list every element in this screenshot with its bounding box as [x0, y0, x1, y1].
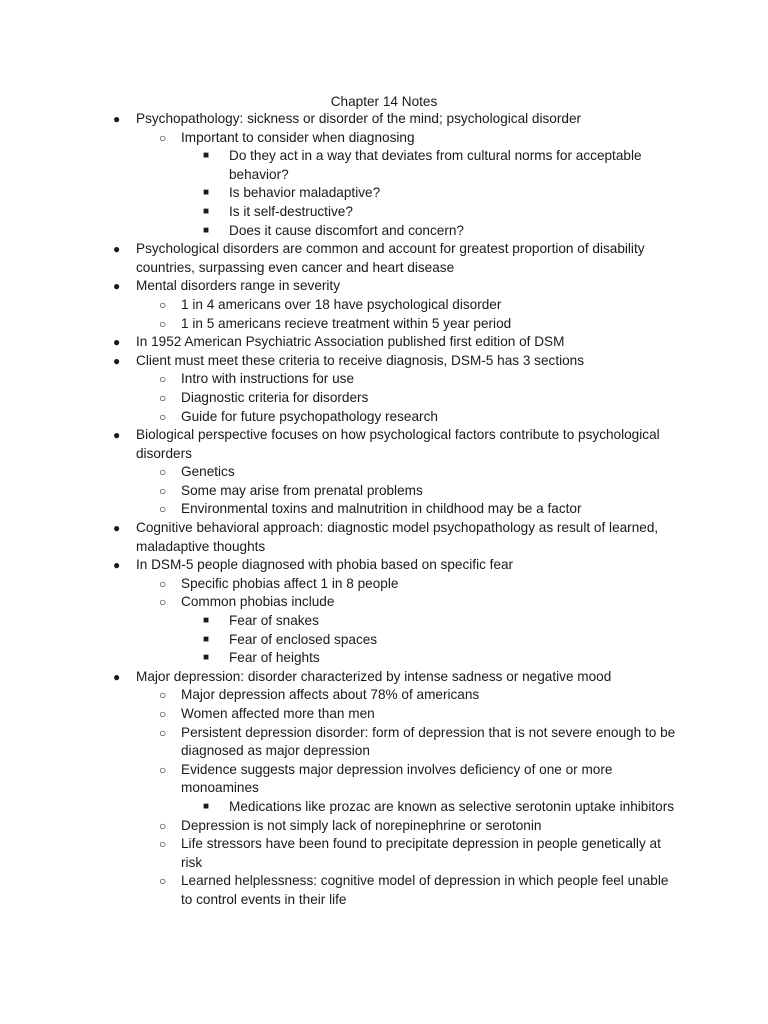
- bullet-icon: ●: [113, 279, 121, 294]
- sub-item: [136, 296, 768, 315]
- circle-bullet-icon: ○: [159, 725, 167, 740]
- square-bullet-icon: ■: [203, 150, 210, 162]
- sub-item: [136, 315, 768, 334]
- detail-item-text: Is it self-destructive?: [229, 203, 353, 219]
- note-text: Client must meet these criteria to receive diagnosis, DSM-5 has 3 sections: [136, 352, 585, 368]
- page-title: Chapter 14 Notes: [330, 94, 438, 109]
- sub-item-text: Evidence suggests major depression involves deficiency of one or more monoamines: [181, 761, 613, 796]
- circle-bullet-icon: ○: [159, 390, 167, 405]
- sub-item-text: 1 in 4 americans over 18 have psychological disorder: [181, 296, 502, 312]
- bullet-icon: ●: [113, 669, 121, 684]
- detail-item-text: Does it cause discomfort and concern?: [229, 222, 464, 238]
- sub-item-text: Specific phobias affect 1 in 8 people: [181, 575, 399, 591]
- circle-bullet-icon: ○: [159, 316, 167, 331]
- sub-item: [136, 389, 768, 408]
- sub-item-text: Major depression affects about 78% of americans: [181, 687, 480, 703]
- detail-item: [181, 184, 768, 203]
- circle-bullet-icon: ○: [159, 409, 167, 424]
- note-item: [0, 240, 768, 277]
- note-item: [0, 352, 768, 426]
- circle-bullet-icon: ○: [159, 688, 167, 703]
- sub-item: [136, 575, 768, 594]
- note-text: Biological perspective focuses on how psychological factors contribute to psychological disorders: [136, 427, 660, 461]
- bullet-icon: ●: [113, 521, 121, 536]
- sub-item-text: Some may arise from prenatal problems: [181, 482, 423, 498]
- bullet-icon: ●: [113, 353, 121, 368]
- detail-item: [181, 649, 768, 668]
- sub-item: [136, 686, 768, 705]
- circle-bullet-icon: ○: [159, 874, 167, 889]
- detail-item: [181, 798, 768, 817]
- note-text: In 1952 American Psychiatric Association published first edition of DSM: [136, 334, 565, 350]
- bullet-icon: ●: [113, 335, 121, 350]
- square-bullet-icon: ■: [203, 633, 210, 645]
- detail-item: [181, 222, 768, 241]
- note-item: [0, 556, 768, 668]
- detail-item-text: Fear of heights: [229, 650, 320, 666]
- note-item: [0, 333, 768, 352]
- sub-item: [136, 761, 768, 817]
- sub-item: [136, 835, 768, 872]
- notes-list: [0, 110, 768, 910]
- circle-bullet-icon: ○: [159, 483, 167, 498]
- note-text: In DSM-5 people diagnosed with phobia based on specific fear: [136, 557, 514, 573]
- circle-bullet-icon: ○: [159, 297, 167, 312]
- square-bullet-icon: ■: [203, 800, 210, 812]
- square-bullet-icon: ■: [203, 205, 210, 217]
- sub-item: [136, 705, 768, 724]
- sub-item-text: Life stressors have been found to precipitate depression in people genetically at risk: [181, 836, 661, 870]
- sub-list: [136, 686, 768, 909]
- note-text: Psychological disorders are common and account for greatest proportion of disability countries, surpassing even cancer and heart disease: [136, 241, 645, 275]
- bullet-icon: ●: [113, 428, 121, 443]
- circle-bullet-icon: ○: [159, 372, 167, 387]
- detail-list: [181, 798, 768, 817]
- sub-list: [136, 296, 768, 333]
- note-item: [0, 519, 768, 556]
- note-text: Major depression: disorder characterized by intense sadness or negative mood: [136, 668, 612, 684]
- circle-bullet-icon: ○: [159, 818, 167, 833]
- detail-item: [181, 631, 768, 650]
- detail-item-text: Medications like prozac are known as selective serotonin uptake inhibitors: [229, 798, 675, 814]
- detail-item-text: Is behavior maladaptive?: [229, 185, 381, 201]
- circle-bullet-icon: ○: [159, 576, 167, 591]
- bullet-icon: ●: [113, 242, 121, 257]
- square-bullet-icon: ■: [203, 187, 210, 199]
- note-item: [0, 110, 768, 240]
- sub-item-text: 1 in 5 americans recieve treatment within 5 year period: [181, 315, 512, 331]
- detail-list: [181, 612, 768, 668]
- sub-item: [136, 872, 768, 909]
- circle-bullet-icon: ○: [159, 465, 167, 480]
- sub-item-text: Depression is not simply lack of norepinephrine or serotonin: [181, 817, 542, 833]
- sub-item: [136, 724, 768, 761]
- circle-bullet-icon: ○: [159, 837, 167, 852]
- bullet-icon: ●: [113, 112, 121, 126]
- sub-item-text: Common phobias include: [181, 594, 335, 610]
- note-text: Cognitive behavioral approach: diagnostic model psychopathology as result of learned, maladaptive thoughts: [136, 520, 659, 554]
- sub-item-text: Diagnostic criteria for disorders: [181, 389, 369, 405]
- sub-list: [136, 463, 768, 519]
- note-item: [0, 668, 768, 910]
- sub-item: [136, 408, 768, 427]
- sub-item-text: Environmental toxins and malnutrition in childhood may be a factor: [181, 501, 582, 517]
- circle-bullet-icon: ○: [159, 595, 167, 610]
- detail-item-text: Fear of enclosed spaces: [229, 631, 378, 647]
- detail-item-text: Fear of snakes: [229, 613, 319, 629]
- bullet-icon: ●: [113, 558, 121, 573]
- sub-list: [136, 129, 768, 241]
- sub-list: [136, 575, 768, 668]
- detail-item: [181, 203, 768, 222]
- square-bullet-icon: ■: [203, 615, 210, 627]
- note-item: [0, 426, 768, 519]
- detail-item: [181, 147, 768, 184]
- sub-item: [136, 817, 768, 836]
- sub-item: [136, 500, 768, 519]
- square-bullet-icon: ■: [203, 652, 210, 664]
- sub-list: [136, 370, 768, 426]
- detail-item: [181, 612, 768, 631]
- circle-bullet-icon: ○: [159, 502, 167, 517]
- sub-item: [136, 370, 768, 389]
- sub-item-text: Persistent depression disorder: form of depression that is not severe enough to be diagnosed as major depression: [181, 724, 676, 759]
- sub-item: [136, 463, 768, 482]
- circle-bullet-icon: ○: [159, 707, 167, 721]
- sub-item-text: Important to consider when diagnosing: [181, 129, 415, 145]
- detail-item-text: Do they act in a way that deviates from cultural norms for acceptable behavior?: [229, 148, 642, 182]
- sub-item-text: Women affected more than men: [181, 706, 375, 721]
- circle-bullet-icon: ○: [159, 130, 167, 145]
- detail-list: [181, 147, 768, 240]
- note-text: Mental disorders range in severity: [136, 278, 340, 294]
- note-item: [0, 277, 768, 333]
- sub-item-text: Genetics: [181, 464, 235, 480]
- note-text: Psychopathology: sickness or disorder of the mind; psychological disorder: [136, 111, 582, 126]
- sub-item: [136, 593, 768, 667]
- circle-bullet-icon: ○: [159, 762, 167, 777]
- sub-item-text: Intro with instructions for use: [181, 371, 355, 387]
- sub-item: [136, 482, 768, 501]
- sub-item: [136, 129, 768, 241]
- sub-item-text: Guide for future psychopathology research: [181, 408, 438, 424]
- sub-item-text: Learned helplessness: cognitive model of depression in which people feel unable to control events in their life: [181, 873, 669, 907]
- square-bullet-icon: ■: [203, 224, 210, 236]
